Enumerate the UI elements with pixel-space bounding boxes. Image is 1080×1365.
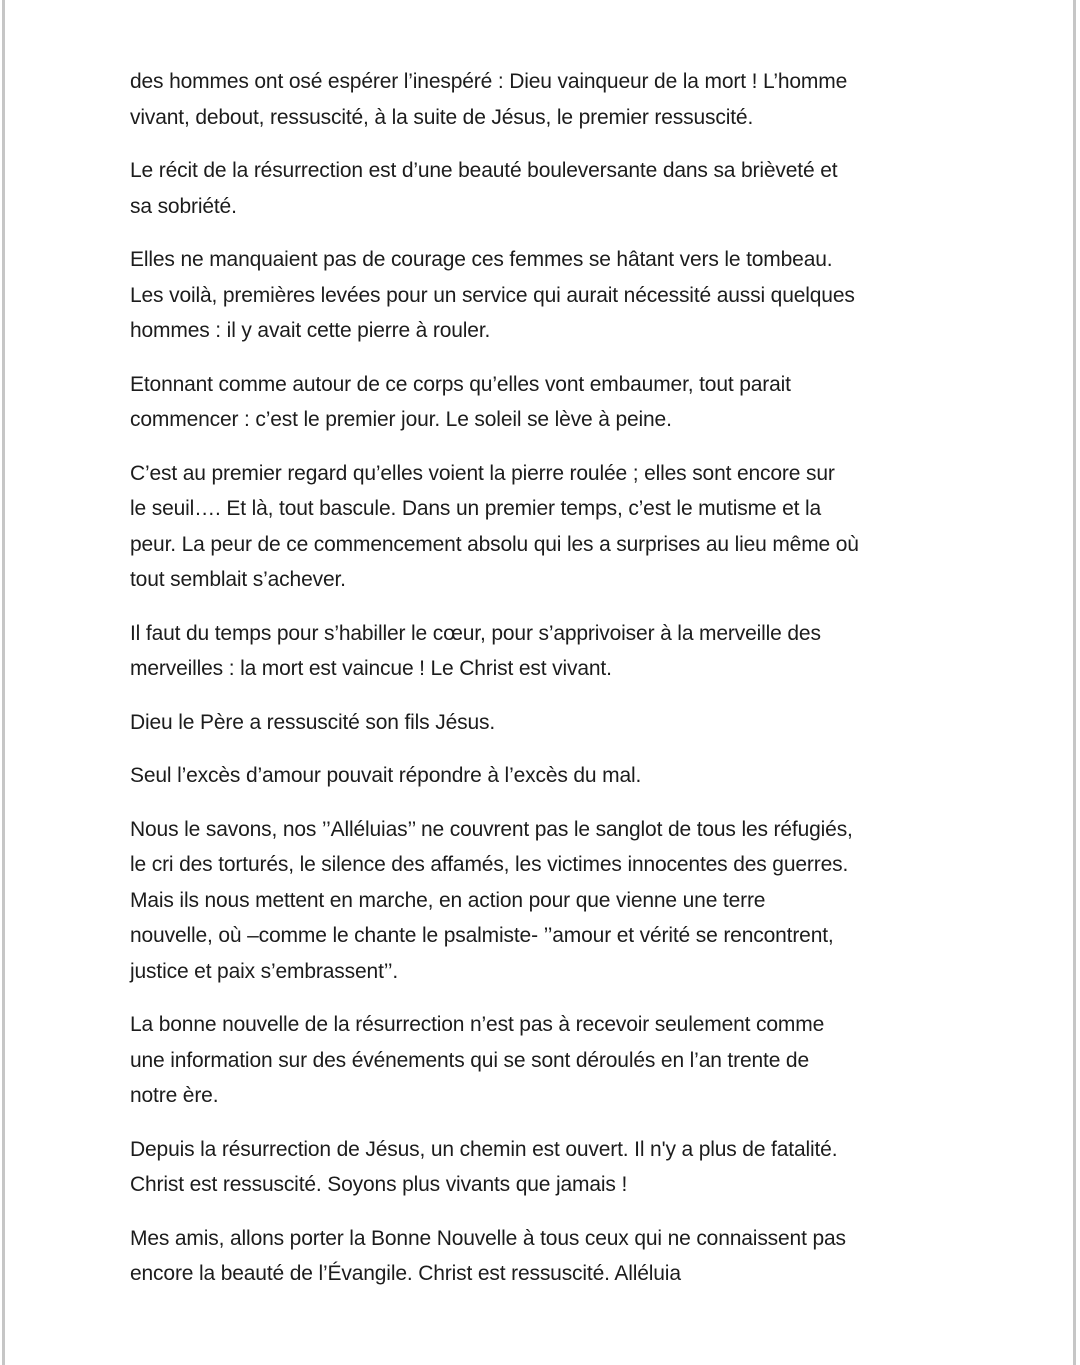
text-line: Le récit de la résurrection est d’une beauté bouleversante dans sa brièveté et	[130, 159, 838, 182]
text-line: sa sobriété.	[130, 194, 237, 218]
paragraph	[130, 1221, 950, 1292]
text-line: notre ère.	[130, 1084, 219, 1107]
paragraph	[130, 705, 950, 741]
document-page	[130, 64, 950, 1310]
paragraph	[130, 1132, 950, 1203]
text-line: Depuis la résurrection de Jésus, un chemin est ouvert. Il n'y a plus de fatalité.	[130, 1137, 838, 1161]
text-line: Mes amis, allons porter la Bonne Nouvelle à tous ceux qui ne connaissent pas	[130, 1226, 846, 1250]
text-line: vivant, debout, ressuscité, à la suite de Jésus, le premier ressuscité.	[130, 105, 754, 129]
text-line: hommes : il y avait cette pierre à rouler.	[130, 319, 491, 342]
text-line: peur. La peur de ce commencement absolu qui les a surprises au lieu même où	[130, 532, 859, 556]
text-line: Mais ils nous mettent en marche, en action pour que vienne une terre	[130, 888, 766, 912]
paragraph	[130, 616, 950, 687]
page-edge-right	[1073, 0, 1076, 1365]
text-line: Dieu le Père a ressuscité son fils Jésus.	[130, 710, 496, 734]
text-line: Seul l’excès d’amour pouvait répondre à l’excès du mal.	[130, 764, 642, 787]
text-line: encore la beauté de l’Évangile. Christ est ressuscité. Alléluia	[130, 1262, 681, 1285]
paragraph	[130, 812, 950, 990]
text-line: commencer : c’est le premier jour. Le soleil se lève à peine.	[130, 408, 672, 431]
text-line: une information sur des événements qui se sont déroulés en l’an trente de	[130, 1048, 809, 1072]
paragraph	[130, 242, 950, 349]
page-edge-left	[2, 0, 5, 1365]
text-line: nouvelle, où –comme le chante le psalmiste- ’’amour et vérité se rencontrent,	[130, 924, 834, 947]
paragraph	[130, 1007, 950, 1114]
paragraph	[130, 153, 950, 224]
text-line: La bonne nouvelle de la résurrection n’est pas à recevoir seulement comme	[130, 1013, 825, 1036]
text-line: Nous le savons, nos ’’Alléluias’’ ne couvrent pas le sanglot de tous les réfugiés,	[130, 817, 853, 841]
paragraph	[130, 456, 950, 598]
text-line: des hommes ont osé espérer l’inespéré : Dieu vainqueur de la mort ! L’homme	[130, 70, 848, 93]
text-line: Etonnant comme autour de ce corps qu’elles vont embaumer, tout parait	[130, 372, 791, 396]
paragraph	[130, 758, 950, 794]
text-line: le seuil…. Et là, tout bascule. Dans un premier temps, c’est le mutisme et la	[130, 497, 822, 520]
text-line: le cri des torturés, le silence des affamés, les victimes innocentes des guerres.	[130, 853, 849, 876]
text-line: Les voilà, premières levées pour un service qui aurait nécessité aussi quelques	[130, 283, 855, 307]
text-line: Il faut du temps pour s’habiller le cœur, pour s’apprivoiser à la merveille des	[130, 621, 821, 645]
text-line: Elles ne manquaient pas de courage ces femmes se hâtant vers le tombeau.	[130, 248, 833, 271]
text-line: Christ est ressuscité. Soyons plus vivants que jamais !	[130, 1173, 628, 1196]
text-line: justice et paix s’embrassent’’.	[130, 959, 399, 983]
text-line: C’est au premier regard qu’elles voient la pierre roulée ; elles sont encore sur	[130, 461, 835, 485]
text-line: tout semblait s’achever.	[130, 568, 346, 591]
text-line: merveilles : la mort est vaincue ! Le Christ est vivant.	[130, 657, 612, 680]
paragraph	[130, 367, 950, 438]
paragraph	[130, 64, 950, 135]
